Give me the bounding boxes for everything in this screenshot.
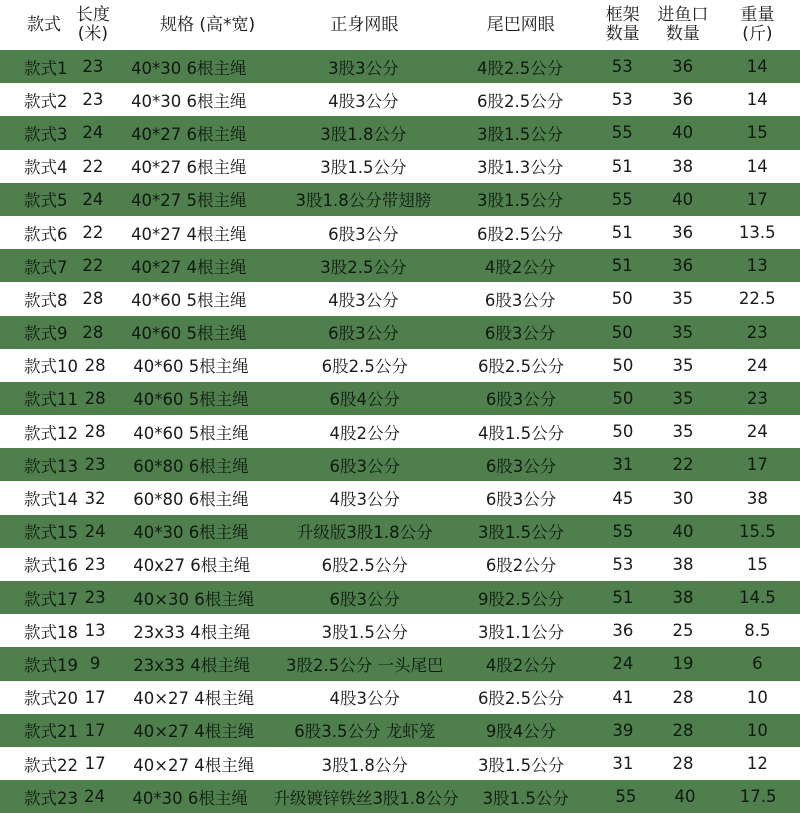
cell-body-mesh: 6股2.5公分 bbox=[321, 556, 408, 576]
cell-weight: 15 bbox=[746, 123, 768, 143]
cell-style: 款式19 bbox=[24, 655, 78, 675]
cell-frame-count: 50 bbox=[612, 422, 634, 442]
cell-frame-count: 53 bbox=[611, 57, 633, 77]
cell-frame-count: 51 bbox=[611, 256, 633, 276]
cell-spec: 60*80 6根主绳 bbox=[133, 456, 249, 476]
cell-spec: 40×30 6根主绳 bbox=[133, 589, 255, 609]
table-row bbox=[0, 581, 800, 614]
cell-frame-count: 39 bbox=[612, 720, 634, 740]
cell-style: 款式18 bbox=[24, 622, 78, 642]
cell-spec: 40x27 6根主绳 bbox=[133, 556, 251, 576]
cell-body-mesh: 3股1.5公分 bbox=[321, 622, 408, 642]
cell-frame-count: 50 bbox=[611, 322, 633, 342]
cell-weight: 6 bbox=[752, 654, 763, 674]
cell-spec: 40*60 5根主绳 bbox=[133, 423, 249, 443]
header-entry-line1: 进鱼口 bbox=[657, 5, 709, 25]
header-weight-line2: (斤) bbox=[742, 24, 773, 44]
cell-tail-mesh: 9股2.5公分 bbox=[477, 589, 565, 609]
cell-length: 23 bbox=[84, 455, 106, 475]
cell-entry-count: 28 bbox=[672, 720, 694, 740]
cell-body-mesh: 3股3公分 bbox=[328, 58, 399, 78]
cell-entry-count: 28 bbox=[672, 754, 694, 774]
cell-frame-count: 50 bbox=[612, 388, 634, 408]
table-row bbox=[0, 382, 800, 415]
cell-length: 24 bbox=[84, 787, 106, 807]
cell-weight: 14 bbox=[746, 57, 768, 77]
header-length bbox=[68, 6, 118, 44]
cell-style: 款式17 bbox=[24, 589, 78, 609]
cell-tail-mesh: 6股2.5公分 bbox=[477, 689, 565, 709]
cell-weight: 8.5 bbox=[744, 621, 771, 641]
cell-frame-count: 24 bbox=[612, 654, 634, 674]
cell-weight: 10 bbox=[746, 687, 768, 707]
table-row bbox=[0, 515, 800, 548]
cell-tail-mesh: 4股1.5公分 bbox=[477, 423, 565, 443]
cell-weight: 23 bbox=[746, 388, 768, 408]
cell-weight: 13 bbox=[746, 256, 768, 276]
cell-weight: 13.5 bbox=[738, 223, 776, 243]
cell-body-mesh: 6股3公分 bbox=[329, 456, 401, 476]
header-tail-mesh: 尾巴网眼 bbox=[486, 14, 555, 35]
cell-body-mesh: 4股3公分 bbox=[328, 91, 399, 111]
cell-spec: 40*27 4根主绳 bbox=[131, 257, 247, 277]
table-row bbox=[0, 150, 800, 183]
cell-tail-mesh: 6股2.5公分 bbox=[477, 357, 565, 377]
cell-tail-mesh: 3股1.3公分 bbox=[477, 158, 564, 178]
cell-weight: 38 bbox=[746, 488, 768, 508]
cell-length: 23 bbox=[84, 554, 106, 574]
cell-tail-mesh: 3股1.1公分 bbox=[477, 622, 565, 642]
cell-spec: 40*27 5根主绳 bbox=[131, 191, 247, 211]
cell-length: 24 bbox=[82, 123, 104, 143]
cell-weight: 17 bbox=[746, 455, 768, 475]
cell-length: 22 bbox=[82, 223, 104, 243]
cell-tail-mesh: 4股2公分 bbox=[484, 257, 556, 277]
cell-entry-count: 25 bbox=[672, 621, 694, 641]
table-row bbox=[0, 780, 800, 813]
header-weight bbox=[715, 6, 800, 44]
cell-tail-mesh: 3股1.5公分 bbox=[477, 523, 565, 543]
cell-style: 款式4 bbox=[24, 158, 68, 178]
table-row bbox=[0, 282, 800, 315]
cell-body-mesh: 3股1.5公分 bbox=[320, 158, 407, 178]
cell-weight: 14 bbox=[746, 90, 768, 110]
cell-entry-count: 40 bbox=[672, 521, 694, 541]
header-frame-line1: 框架 bbox=[605, 5, 640, 25]
cell-style: 款式14 bbox=[24, 490, 78, 510]
cell-frame-count: 51 bbox=[612, 588, 634, 608]
cell-frame-count: 51 bbox=[611, 223, 633, 243]
cell-frame-count: 50 bbox=[612, 355, 634, 375]
header-weight-line1: 重量 bbox=[740, 5, 775, 25]
cell-style: 款式22 bbox=[24, 755, 78, 775]
header-length-line1: 长度 bbox=[75, 5, 110, 25]
cell-length: 23 bbox=[82, 90, 104, 110]
cell-tail-mesh: 6股3公分 bbox=[485, 456, 557, 476]
cell-length: 13 bbox=[84, 621, 106, 641]
cell-style: 款式3 bbox=[24, 124, 68, 144]
header-entry-count bbox=[651, 6, 715, 44]
cell-style: 款式6 bbox=[24, 224, 68, 244]
table-row bbox=[0, 714, 800, 747]
cell-entry-count: 35 bbox=[672, 322, 694, 342]
cell-weight: 15.5 bbox=[739, 521, 776, 541]
cell-length: 23 bbox=[82, 57, 104, 77]
cell-entry-count: 36 bbox=[672, 256, 694, 276]
table-row bbox=[0, 614, 800, 647]
cell-length: 22 bbox=[82, 256, 104, 276]
table-row bbox=[0, 415, 800, 448]
cell-entry-count: 35 bbox=[672, 422, 694, 442]
cell-entry-count: 35 bbox=[672, 388, 694, 408]
cell-weight: 12 bbox=[746, 754, 768, 774]
cell-weight: 24 bbox=[746, 355, 768, 375]
cell-tail-mesh: 3股1.5公分 bbox=[477, 124, 564, 144]
cell-entry-count: 40 bbox=[672, 123, 694, 143]
cell-tail-mesh: 3股1.5公分 bbox=[477, 755, 565, 775]
table-row bbox=[0, 316, 800, 349]
cell-spec: 23x33 4根主绳 bbox=[133, 655, 251, 675]
cell-length: 17 bbox=[84, 720, 106, 740]
cell-entry-count: 38 bbox=[672, 588, 694, 608]
table-row bbox=[0, 647, 800, 680]
cell-style: 款式21 bbox=[24, 722, 78, 742]
cell-spec: 40*60 5根主绳 bbox=[133, 357, 249, 377]
cell-weight: 17 bbox=[746, 189, 768, 209]
cell-frame-count: 53 bbox=[611, 90, 633, 110]
cell-frame-count: 45 bbox=[612, 488, 634, 508]
cell-tail-mesh: 6股3公分 bbox=[484, 324, 556, 344]
cell-body-mesh: 6股3公分 bbox=[328, 224, 399, 244]
table-row bbox=[0, 249, 800, 282]
cell-tail-mesh: 3股1.5公分 bbox=[482, 788, 569, 808]
cell-weight: 10 bbox=[746, 720, 768, 740]
table-row bbox=[0, 481, 800, 514]
cell-style: 款式7 bbox=[24, 257, 68, 277]
cell-frame-count: 55 bbox=[615, 787, 637, 807]
cell-entry-count: 38 bbox=[672, 554, 694, 574]
cell-spec: 40*30 6根主绳 bbox=[132, 788, 248, 808]
cell-style: 款式23 bbox=[24, 788, 78, 808]
cell-tail-mesh: 9股4公分 bbox=[485, 722, 557, 742]
cell-body-mesh: 3股1.8公分 bbox=[320, 124, 407, 144]
cell-length: 17 bbox=[84, 687, 106, 707]
cell-weight: 23 bbox=[746, 322, 768, 342]
cell-body-mesh: 3股2.5公分 bbox=[320, 257, 407, 277]
cell-spec: 40*30 6根主绳 bbox=[131, 91, 247, 111]
table-row bbox=[0, 183, 800, 216]
cell-frame-count: 36 bbox=[612, 621, 634, 641]
cell-frame-count: 51 bbox=[611, 156, 633, 176]
cell-body-mesh: 6股2.5公分 bbox=[321, 357, 408, 377]
cell-tail-mesh: 6股3公分 bbox=[485, 490, 557, 510]
cell-body-mesh: 4股3公分 bbox=[328, 290, 399, 310]
header-spec: 规格 (高*宽) bbox=[160, 14, 256, 35]
cell-spec: 40×27 4根主绳 bbox=[133, 755, 255, 775]
cell-weight: 14 bbox=[746, 156, 768, 176]
cell-frame-count: 31 bbox=[612, 754, 634, 774]
cell-entry-count: 35 bbox=[672, 355, 694, 375]
cell-length: 17 bbox=[84, 754, 106, 774]
table-row bbox=[0, 216, 800, 249]
cell-body-mesh: 6股3公分 bbox=[328, 324, 399, 344]
cell-body-mesh: 3股1.8公分带翅膀 bbox=[295, 191, 432, 211]
cell-frame-count: 55 bbox=[611, 189, 633, 209]
cell-style: 款式15 bbox=[24, 523, 78, 543]
cell-style: 款式11 bbox=[24, 390, 78, 410]
cell-tail-mesh: 6股3公分 bbox=[485, 390, 557, 410]
cell-body-mesh: 3股1.8公分 bbox=[321, 755, 408, 775]
table-row bbox=[0, 448, 800, 481]
cell-entry-count: 36 bbox=[672, 57, 694, 77]
cell-entry-count: 19 bbox=[672, 654, 694, 674]
cell-entry-count: 40 bbox=[674, 787, 696, 807]
header-frame-count bbox=[594, 6, 651, 44]
cell-body-mesh: 6股3.5公分 龙虾笼 bbox=[294, 722, 436, 742]
cell-spec: 40*30 6根主绳 bbox=[133, 523, 249, 543]
table-row bbox=[0, 349, 800, 382]
cell-spec: 40*27 6根主绳 bbox=[131, 158, 247, 178]
cell-tail-mesh: 6股2.5公分 bbox=[477, 91, 564, 111]
header-frame-line2: 数量 bbox=[605, 24, 640, 44]
cell-length: 24 bbox=[82, 189, 104, 209]
cell-frame-count: 53 bbox=[612, 554, 634, 574]
cell-tail-mesh: 4股2.5公分 bbox=[477, 58, 564, 78]
table-row bbox=[0, 681, 800, 714]
cell-length: 22 bbox=[82, 156, 104, 176]
cell-length: 23 bbox=[84, 588, 106, 608]
header-length-line2: (米) bbox=[77, 24, 109, 44]
cell-length: 28 bbox=[82, 289, 104, 309]
cell-style: 款式20 bbox=[24, 689, 78, 709]
cell-spec: 40×27 4根主绳 bbox=[133, 722, 255, 742]
cell-style: 款式10 bbox=[24, 357, 78, 377]
cell-weight: 22.5 bbox=[738, 289, 776, 309]
cell-entry-count: 40 bbox=[672, 189, 694, 209]
cell-length: 28 bbox=[84, 355, 106, 375]
table-row bbox=[0, 747, 800, 780]
cell-frame-count: 55 bbox=[611, 123, 633, 143]
cell-body-mesh: 6股4公分 bbox=[329, 390, 401, 410]
cell-style: 款式9 bbox=[24, 324, 68, 344]
cell-length: 32 bbox=[84, 488, 106, 508]
cell-style: 款式16 bbox=[24, 556, 78, 576]
cell-tail-mesh: 4股2公分 bbox=[485, 655, 557, 675]
cell-spec: 40*30 6根主绳 bbox=[131, 58, 247, 78]
cell-entry-count: 28 bbox=[672, 687, 694, 707]
cell-weight: 24 bbox=[746, 422, 768, 442]
cell-spec: 40×27 4根主绳 bbox=[133, 689, 255, 709]
cell-frame-count: 55 bbox=[612, 521, 634, 541]
cell-style: 款式1 bbox=[24, 58, 68, 78]
cell-body-mesh: 4股3公分 bbox=[329, 689, 401, 709]
cell-body-mesh: 6股3公分 bbox=[329, 589, 401, 609]
cell-entry-count: 35 bbox=[672, 289, 694, 309]
cell-weight: 15 bbox=[746, 554, 768, 574]
cell-spec: 40*27 6根主绳 bbox=[131, 124, 247, 144]
table-row bbox=[0, 548, 800, 581]
cell-tail-mesh: 6股2公分 bbox=[485, 556, 557, 576]
cell-body-mesh: 4股2公分 bbox=[329, 423, 401, 443]
cell-length: 28 bbox=[84, 388, 106, 408]
cell-spec: 40*60 5根主绳 bbox=[131, 324, 247, 344]
cell-entry-count: 30 bbox=[672, 488, 694, 508]
cell-frame-count: 31 bbox=[612, 455, 634, 475]
cell-frame-count: 41 bbox=[612, 687, 634, 707]
cell-style: 款式8 bbox=[24, 290, 68, 310]
cell-style: 款式12 bbox=[24, 423, 78, 443]
cell-length: 28 bbox=[82, 322, 104, 342]
cell-entry-count: 38 bbox=[672, 156, 694, 176]
cell-spec: 40*60 5根主绳 bbox=[133, 390, 249, 410]
cell-body-mesh: 升级版3股1.8公分 bbox=[296, 523, 433, 543]
cell-body-mesh: 3股2.5公分 一头尾巴 bbox=[286, 655, 444, 675]
cell-tail-mesh: 6股3公分 bbox=[484, 290, 556, 310]
table-row bbox=[0, 116, 800, 149]
table-body bbox=[0, 50, 800, 813]
cell-length: 28 bbox=[84, 422, 106, 442]
cell-entry-count: 36 bbox=[672, 223, 694, 243]
cell-style: 款式5 bbox=[24, 191, 68, 211]
cell-body-mesh: 升级镀锌铁丝3股1.8公分 bbox=[273, 788, 459, 808]
table-row bbox=[0, 83, 800, 116]
cell-entry-count: 22 bbox=[672, 455, 694, 475]
table-header bbox=[0, 0, 800, 50]
cell-weight: 14.5 bbox=[739, 588, 776, 608]
cell-entry-count: 36 bbox=[672, 90, 694, 110]
header-entry-line2: 数量 bbox=[665, 24, 700, 44]
cell-style: 款式2 bbox=[24, 91, 68, 111]
cell-spec: 23x33 4根主绳 bbox=[133, 622, 251, 642]
cell-tail-mesh: 6股2.5公分 bbox=[477, 224, 564, 244]
cell-length: 24 bbox=[84, 521, 106, 541]
cell-length: 9 bbox=[89, 654, 101, 674]
cell-spec: 40*27 4根主绳 bbox=[131, 224, 247, 244]
cell-body-mesh: 4股3公分 bbox=[329, 490, 401, 510]
header-style: 款式 bbox=[27, 14, 61, 35]
cell-weight: 17.5 bbox=[739, 787, 777, 807]
cell-spec: 40*60 5根主绳 bbox=[131, 290, 247, 310]
header-body-mesh: 正身网眼 bbox=[330, 14, 399, 35]
cell-spec: 60*80 6根主绳 bbox=[133, 490, 249, 510]
cell-style: 款式13 bbox=[24, 456, 78, 476]
table-row bbox=[0, 50, 800, 83]
cell-tail-mesh: 3股1.5公分 bbox=[477, 191, 564, 211]
cell-frame-count: 50 bbox=[611, 289, 633, 309]
